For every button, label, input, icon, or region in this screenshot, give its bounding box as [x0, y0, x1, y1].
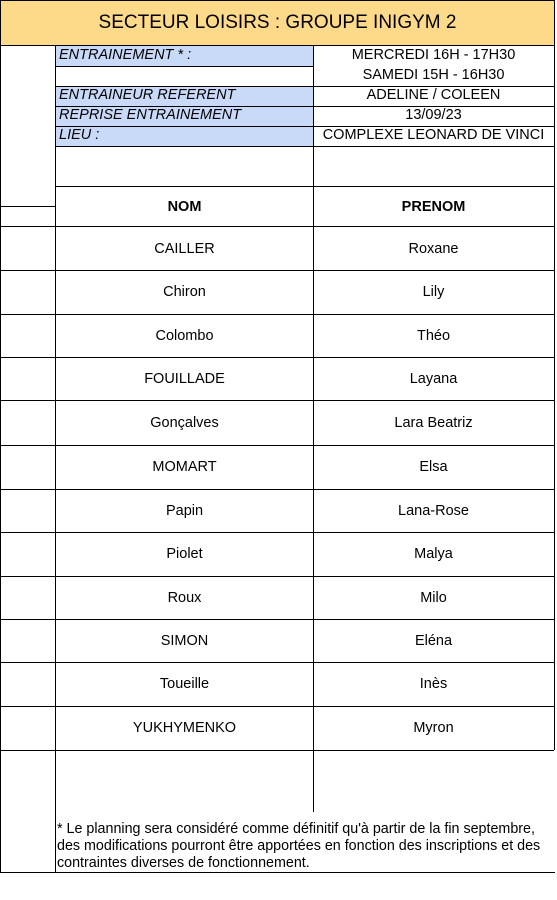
cell-nom: Toueille — [159, 676, 210, 692]
cell-nom: Papin — [165, 502, 204, 519]
coach-label: ENTRAINEUR REFERENT — [56, 86, 313, 106]
grid-line — [0, 489, 554, 490]
grid-line — [0, 400, 554, 401]
cell-prenom: Milo — [420, 589, 447, 606]
grid-line — [0, 532, 554, 533]
grid-line — [0, 619, 554, 620]
grid-line — [0, 226, 56, 227]
cell-prenom: Inès — [419, 676, 448, 692]
grid-line — [313, 86, 554, 87]
grid-line — [0, 750, 554, 751]
grid-line — [55, 46, 56, 872]
cell-nom: CAILLER — [154, 240, 215, 257]
training-schedule-1: MERCREDI 16H - 17H30 — [351, 47, 516, 63]
cell-nom: Chiron — [163, 284, 206, 300]
grid-line — [56, 86, 313, 87]
grid-line — [554, 46, 555, 750]
grid-line — [0, 576, 554, 577]
cell-nom: FOUILLADE — [144, 370, 225, 387]
header-nom: NOM — [167, 199, 202, 215]
cell-prenom: Lara Beatriz — [394, 414, 473, 431]
cell-nom: SIMON — [160, 632, 209, 649]
cell-nom: Gonçalves — [150, 414, 219, 431]
cell-nom: Piolet — [166, 546, 203, 562]
cell-prenom: Lily — [422, 284, 445, 300]
cell-prenom: Malya — [414, 546, 453, 562]
cell-prenom: Eléna — [414, 632, 453, 649]
grid-line — [0, 314, 554, 315]
grid-line — [56, 126, 313, 127]
cell-prenom: Roxane — [408, 240, 459, 257]
training-label: ENTRAINEMENT * : — [56, 46, 313, 66]
training-schedule-2: SAMEDI 15H - 16H30 — [362, 67, 505, 83]
grid-line — [313, 106, 554, 107]
grid-line — [56, 226, 554, 227]
grid-line — [0, 872, 555, 873]
cell-prenom: Layana — [409, 370, 458, 387]
grid-line — [0, 46, 1, 872]
grid-line — [56, 66, 313, 67]
cell-nom: Colombo — [155, 327, 214, 344]
resume-value: 13/09/23 — [405, 107, 462, 123]
cell-nom: YUKHYMENKO — [132, 720, 237, 736]
grid-line — [56, 146, 313, 147]
grid-line — [0, 270, 554, 271]
grid-line — [313, 126, 554, 127]
grid-line — [56, 106, 313, 107]
grid-line — [0, 206, 56, 207]
grid-line — [0, 357, 554, 358]
grid-line — [56, 186, 554, 187]
grid-line — [0, 445, 554, 446]
cell-nom: Roux — [167, 589, 202, 606]
grid-line — [0, 662, 554, 663]
cell-prenom: Myron — [413, 720, 454, 736]
grid-line — [0, 706, 554, 707]
cell-prenom: Elsa — [419, 459, 448, 475]
cell-prenom: Lana-Rose — [398, 502, 469, 519]
page-title: SECTEUR LOISIRS : GROUPE INIGYM 2 — [0, 0, 555, 46]
footnote: * Le planning sera considéré comme définitif qu'à partir de la fin septembre, des modifications pourront être apportées en fonction des inscriptions et des contraintes diverses de fonctionnement. — [57, 821, 541, 871]
header-prenom: PRENOM — [401, 199, 466, 215]
grid-line — [313, 146, 554, 147]
coach-value: ADELINE / COLEEN — [366, 87, 501, 103]
cell-prenom: Théo — [416, 327, 451, 344]
grid-line — [313, 46, 314, 812]
resume-label: REPRISE ENTRAINEMENT — [56, 106, 313, 126]
place-label: LIEU : — [56, 126, 313, 146]
cell-nom: MOMART — [152, 459, 217, 475]
place-value: COMPLEXE LEONARD DE VINCI — [322, 127, 545, 143]
